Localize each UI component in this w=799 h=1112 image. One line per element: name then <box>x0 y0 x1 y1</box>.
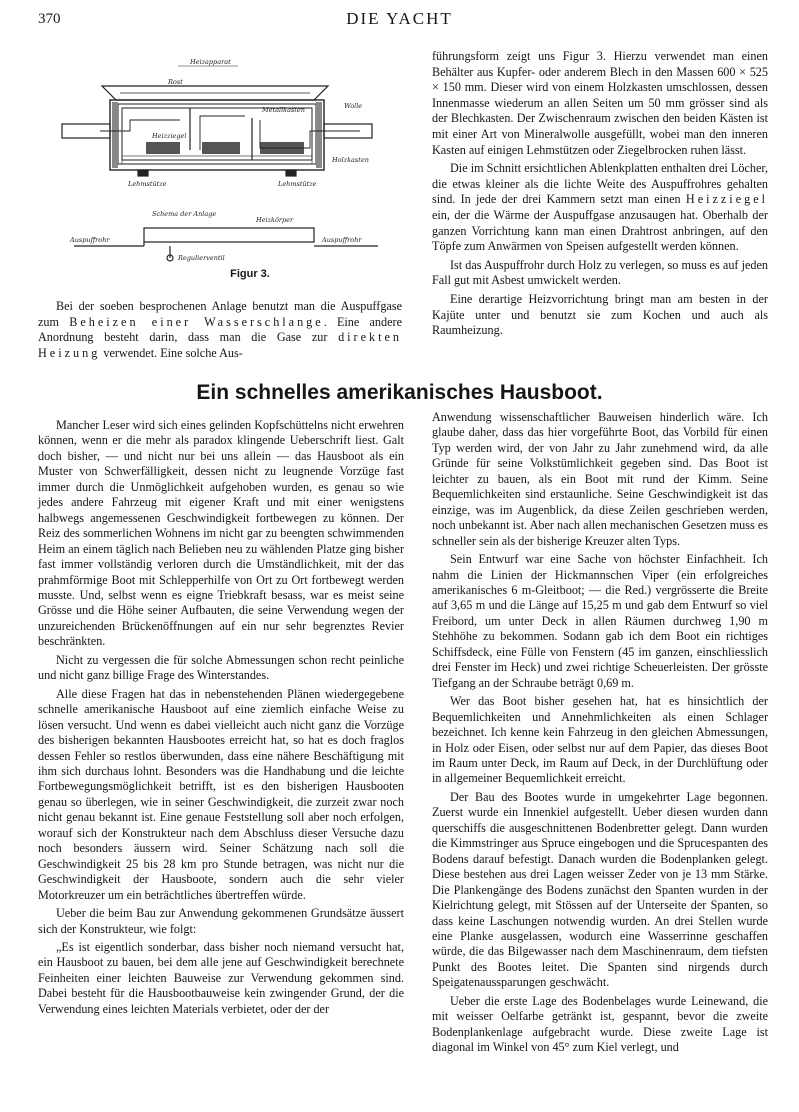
label-regulierventil: Regulierventil <box>178 254 225 262</box>
wolle-fill-left <box>112 102 118 168</box>
label-heizziegel: Heizziegel <box>152 132 187 140</box>
top-left-column <box>38 299 402 361</box>
label-metallkasten: Metallkasten <box>262 106 305 114</box>
heizziegel-1 <box>146 142 180 154</box>
spaced-emphasis: direkten Heizung <box>38 330 402 360</box>
paragraph: Nicht zu vergessen die für solche Abmessungen schon recht peinliche und nicht ganz billige Frage des Winterstandes. <box>38 652 404 683</box>
text-run: ein, der die Wärme der Auspuffgase anzusaugen hat. Oberhalb der ganzen Vorrichtung kann man einen Drahtrost anbringen, auf den Töpfe zum Anwärmen von Speisen aufgestellt werden können. <box>432 207 768 254</box>
paragraph: Sein Entwurf war eine Sache von höchster Einfachheit. Ich nahm die Linien der Hickmannschen Viper (ein erfolgreiches amerikanisches 6 m-Gleitboot; — die Red.) vergrösserte die Breite auf 3,65 m und die Länge auf 15,25 m und gab dem Entwurf so viel Freibord, um unter Deck in allen Räumen durchweg 1,90 m Stehhöhe zu bekommen. Sodann gab ich dem Boot ein richtiges Schiffsdeck, eine Fülle von Fenstern (45 im ganzen, einschliesslich drei Fenster im Heck) und zwei richtige Scheuerleisten. Der grösste Tiefgang an der Schraube beträgt 0,69 m. <box>432 552 768 690</box>
paragraph: Mancher Leser wird sich eines gelinden Kopfschüttelns nicht erwehren können, wenn er die mehr als paradox klingende Ueberschrift liest. Galt doch bisher, — und nicht nur bei uns allein — das Hausboot als ein Muster von Schwerfälligkeit, dessen nicht zu leugnende Vorzüge fast immer durch die Unmöglichkeit aufgehoben wurden, es genau so wie jedes andere Fahrzeug mit eigener Kraft und mit einer wenigstens halbwegs angemessenen Geschwindigkeit fortbewegen zu können. Der Reiz des sommerlichen Wohnens im nicht gar zu beengten schwimmenden Heim an einem täglich nach Belieben neu zu wählenden Platze ging bisher fast immer vollständig verloren durch die Umständlichkeit, mit der das prahmförmige Boot mit Schlepperhilfe von Ort zu Ort fortbewegt werden musste. Und, selbst wenn es eigne Triebkraft besass, war es meist seine Grösse und die Höhe seiner Aufbauten, die seine Verwendung wegen der unzureichenden Brückenöffnungen auf ein nur sehr begrenztes Revier beschränkten. <box>38 418 404 649</box>
label-wolle: Wolle <box>344 102 363 110</box>
paragraph: führungsform zeigt uns Figur 3. Hierzu verwendet man einen Behälter aus Kupfer- oder anderem Blech in den Massen 600 × 525 × 150 mm. Dieser wird von einem Holzkasten umschlossen, dessen Innenmasse wiederum an allen Seiten um 50 mm grösser sind als der Blechkasten. Der Zwischenraum zwischen den beiden Kästen ist mit einer Art von Mineralwolle ausgefüllt, wobei man den inneren Kasten auf einigen Lehmstützen oder Ziegelbrocken ruhen lässt. <box>432 49 768 157</box>
paragraph <box>432 161 768 255</box>
label-auspuffrohr-right: Auspuffrohr <box>322 236 362 244</box>
text-run: verwendet. Eine solche Aus- <box>100 345 243 360</box>
label-holzkasten: Holzkasten <box>332 156 369 164</box>
article-title: Ein schnelles amerikanisches Hausboot. <box>196 381 603 404</box>
journal-title: DIE YACHT <box>346 9 453 28</box>
text-run: . Eine andere Anordnung besteht darin, dass man die Gase zur <box>38 314 402 345</box>
heizziegel-2 <box>202 142 240 154</box>
paragraph: Ueber die erste Lage des Bodenbelages wurde Leinewand, die mit weisser Oelfarbe getränkt ist, gespannt, bevor die zweite Bodenplankenlage aufgebracht wurde. Diese zweite Lage ist diagonal im Winkel von 45° zum Kiel verlegt, und <box>432 993 768 1055</box>
paragraph: Eine derartige Heizvorrichtung bringt man am besten in der Kajüte unter und benutzt sie zum Kochen und auch als Raumheizung. <box>432 291 768 338</box>
figure-3-diagram <box>60 50 380 265</box>
text-run: Die im Schnitt ersichtlichen Ablenkplatten enthalten drei Löcher, die etwas kleiner als die lichte Weite des Auspuffrohres gehalten sind. In jede der drei Kammern setzt man einen <box>432 161 768 207</box>
article-left-column <box>38 418 404 1017</box>
paragraph: Der Bau des Bootes wurde in umgekehrter Lage begonnen. Zuerst wurde ein Innenkiel aufgestellt. Ueber diesen wurden dann querschiffs die ausgeschnittenen Bodenbretter gelegt. Dann wurden die Kimmstringer aus Spruce eingebogen und die Sprucespanten des Bodens darauf befestigt. Danach wurden die Bodenplanken gelegt. Diese bestehen aus drei Lagen weisser Zeder von je 13 mm Stärke. Die Plankengänge des Bodens zunächst den Spanten wurden in der Kielrichtung gelegt, mit Stössen auf der Unterseite der Spanten, so dass keine Laschungen notwendig wurden. An drei Stellen wurde eine Planke ausgelassen, wodurch eine Wasserrinne geschaffen würde, die das Bilgewasser nach dem Maschinenraum, dem tiefsten Punkt des Bootes leitet. Die Spanten sind nirgends durch Speigatenaussparungen geschwächt. <box>432 789 768 990</box>
article-right-column <box>432 410 768 1056</box>
wolle-fill-right <box>316 102 322 168</box>
page-number: 370 <box>38 11 61 27</box>
paragraph: Anwendung wissenschaftlicher Bauweisen hinderlich wäre. Ich glaube daher, dass das hier vorgeführte Boot, das Vorbild für einen Typ werden wird, der von Jahr zu Jahr zunehmend wird, da alle Gründe für seine Volkstümlichkeit gegeben sind. Das Boot ist leichter zu bauen, als ein Boot mit rund der Kimm. Seine Bequemlichkeiten sind erstaunliche. Seine Geschwindigkeit ist das einzige, was im Augenblick, da diese Zeilen geschrieben werden, noch unbekannt ist. Aber nach allen mechanischen Gesetzen muss es schneller sein als der bisherige Kreuzer alten Typs. <box>432 410 768 548</box>
figure-caption: Figur 3. <box>230 268 270 280</box>
label-heizapparat: Heizapparat <box>190 58 231 66</box>
spaced-emphasis: Beheizen einer Wasserschlange <box>69 314 324 329</box>
label-heizkoerper: Heizkörper <box>256 216 294 224</box>
top-right-column <box>432 49 768 339</box>
label-auspuffrohr-left: Auspuffrohr <box>70 236 110 244</box>
paragraph: Ist das Auspuffrohr durch Holz zu verlegen, so muss es auf jeden Fall gut mit Asbest umwickelt werden. <box>432 257 768 288</box>
paragraph: „Es ist eigentlich sonderbar, dass bisher noch niemand versucht hat, ein Hausboot zu bauen, bei dem alle jene auf Geschwindigkeit berechnete Feinheiten einer leichten Bauweise zur Verwendung gekommen sind. Dabei besteht für die Hausbootbauweise kein zwingender Grund, der die Verwendung eines leichten Materials verbietet, oder der der <box>38 939 404 1016</box>
label-lehmstuetze-left: Lehmstütze <box>128 180 167 188</box>
paragraph: Ueber die beim Bau zur Anwendung gekommenen Grundsätze äussert sich der Konstrukteur, wie folgt: <box>38 906 404 936</box>
paragraph: Alle diese Fragen hat das in nebenstehenden Plänen wiedergegebene schnelle amerikanische Hausboot auf eine ziemlich einfache Weise zu lösen versucht. Und wenn es dabei vielleicht auch nicht ganz die Vorzüge des bisherigen bekannten Hausbootes erreicht hat, so hat es doch fraglos dessen Fehler so restlos überwunden, dass eine nähere Beschäftigung mit ihm sich durchaus lohnt. Besonders was die Handhabung und die leichte Fortbewegungsmöglichkeit betrifft, ist es den bisherigen Hausbooten genau so überlegen, wie in seiner Geschwindigkeit, die zurzeit zwar noch nicht genau bekannt ist. Eine genaue Feststellung soll aber noch erfolgen, worauf sich der Konstrukteur nach dem Abschluss dieser Versuche dazu noch besonders äussern wird. Seiner Schätzung nach soll die Geschwindigkeit 25 bis 28 km pro Stunde betragen, was nicht nur die Geschwindigkeit der Hausboote, sondern auch die sehr vieler Motorkreuzer um ein beträchtliches übertreffen würde. <box>38 686 404 902</box>
label-rost: Rost <box>168 78 183 86</box>
label-lehmstuetze-right: Lehmstütze <box>278 180 317 188</box>
paragraph <box>38 299 402 361</box>
paragraph: Wer das Boot bisher gesehen hat, hat es hinsichtlich der Bequemlichkeiten und Annehmlichkeiten als einen Schlager bezeichnet. Ich kenne kein Fahrzeug in den gleichen Abmessungen, in Holz oder Eisen, oder selbst nur auf dem Papier, das dieses Boot im Raum unter Deck, im Raum auf Deck, in der Durchlüftung oder in allgemeiner Bequemlichkeit erreicht. <box>432 694 768 786</box>
text-run: Bei der soeben besprochenen Anlage benutzt man die Auspuffgase zum <box>38 299 402 329</box>
spaced-emphasis: Heizziegel <box>685 192 768 207</box>
label-schema: Schema der Anlage <box>152 210 217 218</box>
